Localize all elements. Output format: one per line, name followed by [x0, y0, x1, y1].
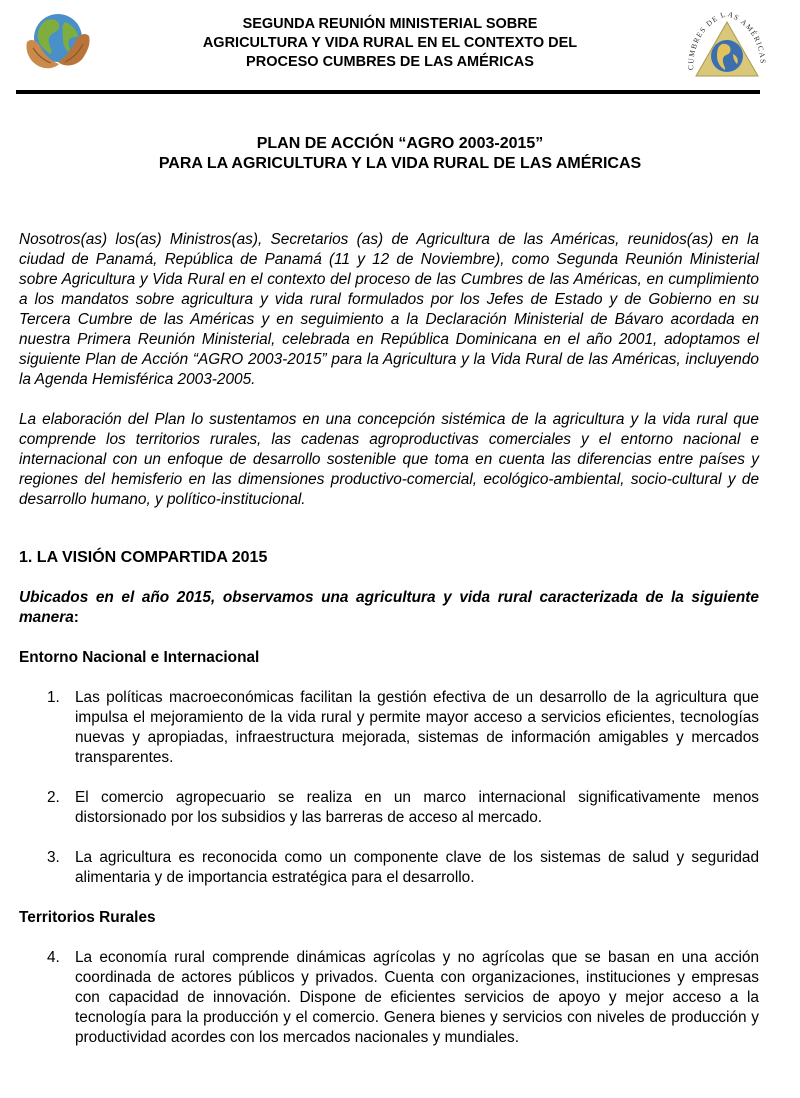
- meeting-title-line-2: AGRICULTURA Y VIDA RURAL EN EL CONTEXTO DEL: [202, 35, 578, 51]
- document-title-line-2: PARA LA AGRICULTURA Y LA VIDA RURAL DE LAS AMÉRICAS: [158, 155, 642, 172]
- vision-intro-colon: :: [73, 609, 79, 626]
- meeting-title-line-3: PROCESO CUMBRES DE LAS AMÉRICAS: [246, 54, 534, 70]
- list-item: [19, 948, 759, 1048]
- plan-basis-paragraph: La elaboración del Plan lo sustentamos en una concepción sistémica de la agricultura y la vida rural que comprende los territorios rurales, las cadenas agroproductivas comerciales y el entorno nacional e internacional con un enfoque de desarrollo sostenible que toma en cuenta las diferencias entre países y regiones del hemisferio en las dimensiones productivo-comercial, ecológico-ambiental, socio-cultural y de desarrollo humano, y político-institucional.: [19, 411, 759, 508]
- vision-intro: [19, 588, 759, 628]
- numbered-list-rural: [19, 948, 759, 1048]
- cumbres-logo-text: CUMBRES DE LAS AMÉRICAS: [686, 10, 768, 71]
- document-title: [0, 134, 800, 174]
- subheading-national-environment: Entorno Nacional e Internacional: [19, 649, 260, 666]
- document-title-line-1: PLAN DE ACCIÓN “AGRO 2003-2015”: [256, 135, 544, 152]
- subheading-rural-territories: Territorios Rurales: [19, 909, 156, 926]
- numbered-list-environment: [19, 688, 759, 888]
- meeting-title: [130, 15, 650, 72]
- cumbres-americas-logo-icon: [684, 10, 770, 84]
- list-item-number: 1.: [47, 689, 60, 706]
- list-item: [19, 688, 759, 768]
- list-item-text: El comercio agropecuario se realiza en un marco internacional significativamente menos distorsionado por los subsidios y las barreras de acceso al mercado.: [75, 789, 759, 826]
- list-item-number: 4.: [47, 949, 60, 966]
- hands-globe-logo-icon: [25, 8, 91, 78]
- list-item: [19, 848, 759, 888]
- list-item-number: 2.: [47, 789, 60, 806]
- list-item-text: La economía rural comprende dinámicas agrícolas y no agrícolas que se basan en una acción coordinada de actores públicos y privados. Cuenta con organizaciones, instituciones y empresas con capacidad de innovación. Dispone de eficientes servicios de apoyo y mejor acceso a la tecnología para la producción y el comercio. Genera bienes y servicios con niveles de producción y productividad acordes con los mercados nacionales y mundiales.: [75, 949, 759, 1046]
- preamble-paragraph: Nosotros(as) los(as) Ministros(as), Secretarios (as) de Agricultura de las Américas, reunidos(as) en la ciudad de Panamá, República de Panamá (11 y 12 de Noviembre), como Segunda Reunión Ministerial sobre Agricultura y Vida Rural en el contexto del proceso de las Cumbres de las Américas, en cumplimiento a los mandatos sobre agricultura y vida rural formulados por los Jefes de Estado y de Gobierno en su Tercera Cumbre de las Américas y en seguimiento a la Declaración Ministerial de Bávaro acordada en nuestra Primera Reunión Ministerial, celebrada en República Dominicana en el año 2001, adoptamos el siguiente Plan de Acción “AGRO 2003-2015” para la Agricultura y la Vida Rural de las Américas, incluyendo la Agenda Hemisférica 2003-2005.: [19, 231, 759, 388]
- list-item-text: Las políticas macroeconómicas facilitan la gestión efectiva de un desarrollo de la agricultura que impulsa el mejoramiento de la vida rural y permite mayor acceso a servicios eficientes, tecnologías nuevas y apropiadas, infraestructura mejorada, sistemas de información amigables y mercados transparentes.: [75, 689, 759, 766]
- list-item: [19, 788, 759, 828]
- vision-intro-text: Ubicados en el año 2015, observamos una agricultura y vida rural caracterizada de la siguiente manera: [19, 589, 759, 626]
- document-body: [19, 230, 759, 1048]
- list-item-text: La agricultura es reconocida como un componente clave de los sistemas de salud y seguridad alimentaria y de importancia estratégica para el desarrollo.: [75, 849, 759, 886]
- header-divider: [16, 90, 760, 94]
- list-item-number: 3.: [47, 849, 60, 866]
- page-header: [0, 0, 800, 95]
- section-heading-vision: 1. LA VISIÓN COMPARTIDA 2015: [19, 549, 268, 566]
- meeting-title-line-1: SEGUNDA REUNIÓN MINISTERIAL SOBRE: [242, 16, 538, 32]
